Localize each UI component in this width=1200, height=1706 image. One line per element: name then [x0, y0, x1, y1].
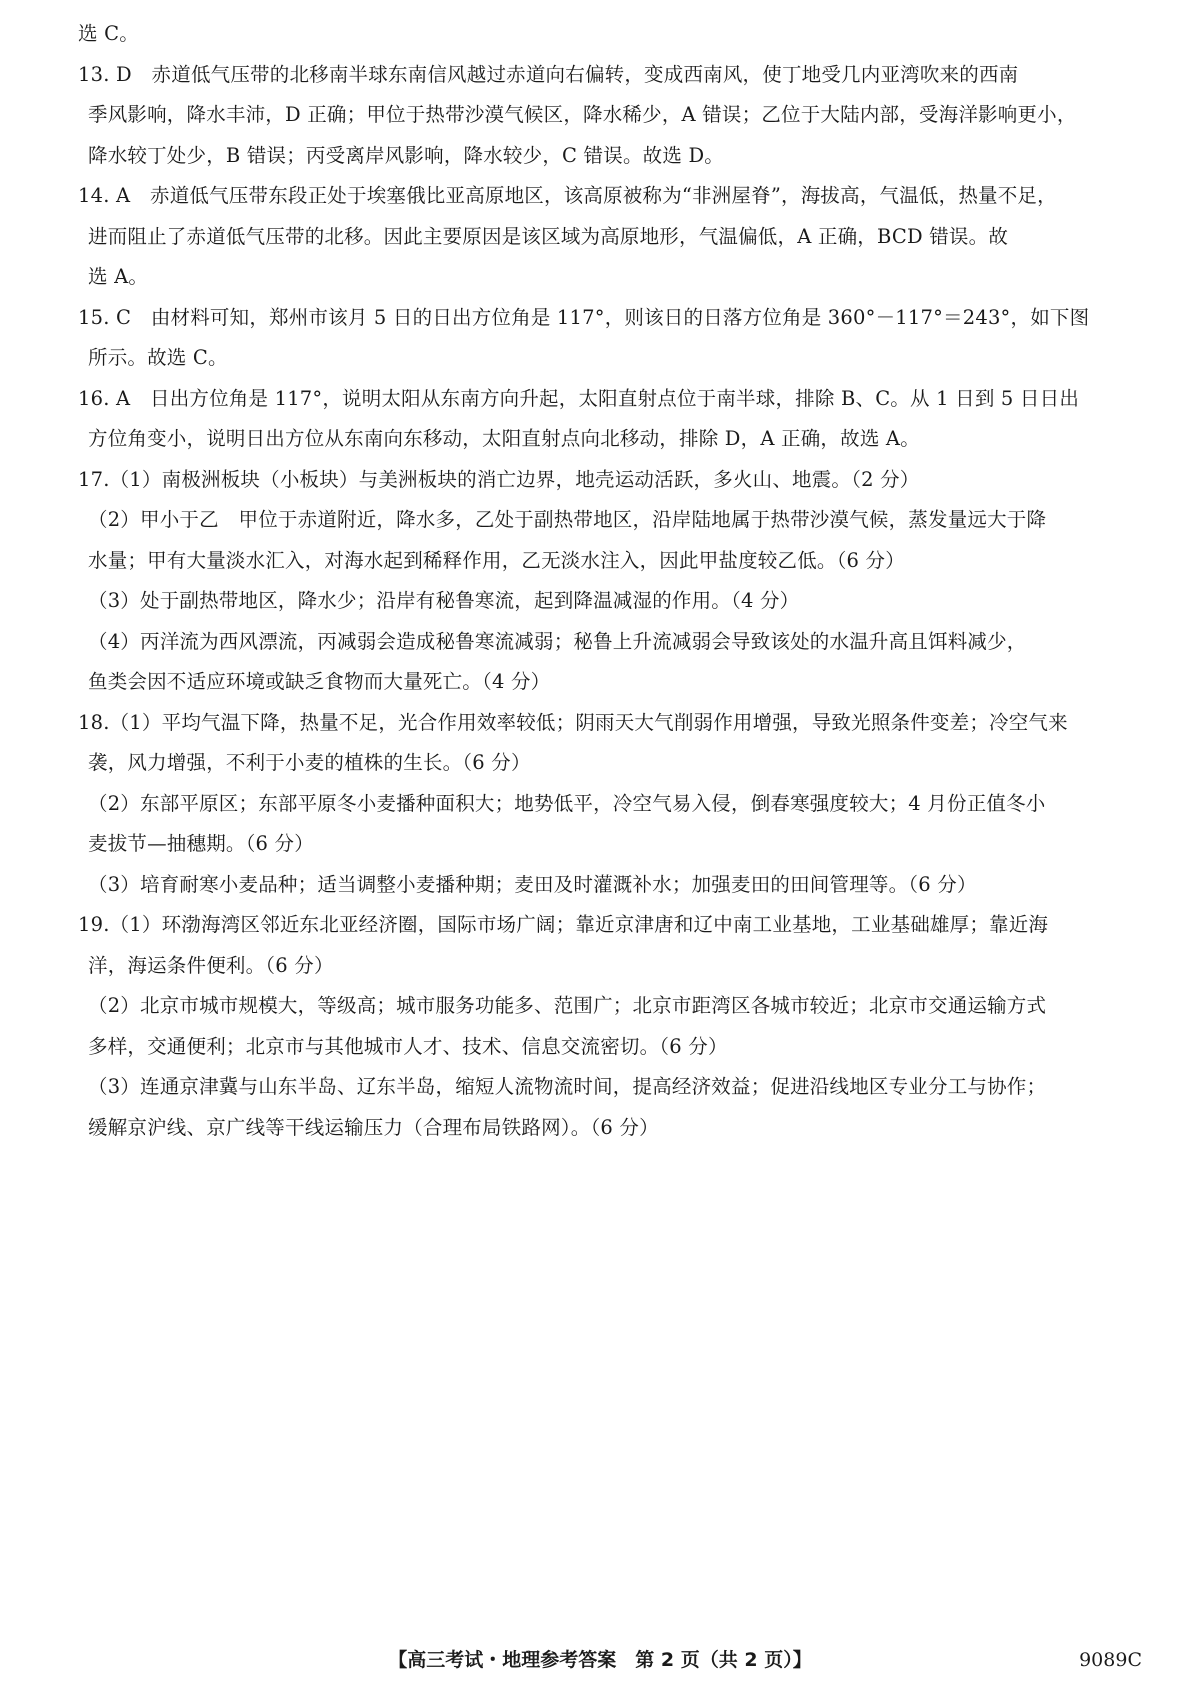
answer-line: （2）东部平原区；东部平原冬小麦播种面积大；地势低平，冷空气易入侵，倒春寒强度较大；4 月份正值冬小: [88, 791, 1046, 815]
answer-line: 季风影响，降水丰沛，D 正确；甲位于热带沙漠气候区，降水稀少，A 错误；乙位于大陆内部，受海洋影响更小，: [88, 103, 1077, 126]
answer-line: 方位角变小，说明日出方位从东南向东移动，太阳直射点向北移动，排除 D，A 正确，故选 A。: [88, 427, 920, 450]
answer-line: （4）丙洋流为西风漂流，丙减弱会造成秘鲁寒流减弱；秘鲁上升流减弱会导致该处的水温升高且饵料减少，: [88, 629, 1027, 653]
footer-title: 【高三考试・地理参考答案 第 2 页（共 2 页）】: [388, 1649, 812, 1671]
footer-code: 9089C: [1079, 1649, 1142, 1671]
answer-line: （2）北京市城市规模大，等级高；城市服务功能多、范围广；北京市距湾区各城市较近；北京市交通运输方式: [88, 994, 1047, 1017]
answer-line: 15. C 由材料可知，郑州市该月 5 日的日出方位角是 117°，则该日的日落方位角是 360°－117°＝243°，如下图: [78, 305, 1090, 329]
answer-line: 多样，交通便利；北京市与其他城市人才、技术、信息交流密切。（6 分）: [88, 1034, 728, 1058]
answer-line: 所示。故选 C。: [88, 346, 228, 369]
answer-line: 鱼类会因不适应环境或缺乏食物而大量死亡。（4 分）: [88, 670, 551, 693]
answer-line: 18.（1）平均气温下降，热量不足，光合作用效率较低；阴雨天大气削弱作用增强，导致光照条件变差；冷空气来: [78, 710, 1068, 734]
page-footer: [0, 1640, 1200, 1680]
answer-line: 水量；甲有大量淡水汇入，对海水起到稀释作用，乙无淡水注入，因此甲盐度较乙低。（6 分）: [88, 548, 905, 572]
answer-line: 缓解京沪线、京广线等干线运输压力（合理布局铁路网）。（6 分）: [88, 1115, 659, 1139]
answer-line: 袭，风力增强，不利于小麦的植株的生长。（6 分）: [88, 751, 531, 774]
answer-line: 17.（1）南极洲板块（小板块）与美洲板块的消亡边界，地壳运动活跃，多火山、地震。（2 分）: [78, 467, 920, 491]
answer-content: [78, 14, 1148, 1148]
answer-line: 麦拔节—抽穗期。（6 分）: [88, 832, 314, 855]
answer-line: 洋，海运条件便利。（6 分）: [88, 953, 334, 977]
answer-line: 进而阻止了赤道低气压带的北移。因此主要原因是该区域为高原地形，气温偏低，A 正确，BCD 错误。故: [88, 224, 1009, 248]
answer-line: 选 C。: [78, 22, 139, 45]
answer-line: 选 A。: [88, 265, 149, 288]
answer-line: （3）培育耐寒小麦品种；适当调整小麦播种期；麦田及时灌溉补水；加强麦田的田间管理等。（6 分）: [88, 872, 977, 896]
answer-line: （2）甲小于乙 甲位于赤道附近，降水多，乙处于副热带地区，沿岸陆地属于热带沙漠气候，蒸发量远大于降: [88, 508, 1047, 531]
answer-line: 14. A 赤道低气压带东段正处于埃塞俄比亚高原地区，该高原被称为“非洲屋脊”，海拔高，气温低，热量不足，: [78, 184, 1057, 207]
answer-line: 13. D 赤道低气压带的北移南半球东南信风越过赤道向右偏转，变成西南风，使丁地受几内亚湾吹来的西南: [78, 62, 1019, 86]
answer-line: 19.（1）环渤海湾区邻近东北亚经济圈，国际市场广阔；靠近京津唐和辽中南工业基地，工业基础雄厚；靠近海: [78, 913, 1049, 936]
answer-line: 16. A 日出方位角是 117°，说明太阳从东南方向升起，太阳直射点位于南半球，排除 B、C。从 1 日到 5 日日出: [78, 386, 1080, 410]
answer-line: （3）处于副热带地区，降水少；沿岸有秘鲁寒流，起到降温减湿的作用。（4 分）: [88, 589, 800, 612]
answer-line: 降水较丁处少，B 错误；丙受离岸风影响，降水较少，C 错误。故选 D。: [88, 143, 724, 167]
answer-line: （3）连通京津冀与山东半岛、辽东半岛，缩短人流物流时间，提高经济效益；促进沿线地区专业分工与协作；: [88, 1075, 1047, 1098]
